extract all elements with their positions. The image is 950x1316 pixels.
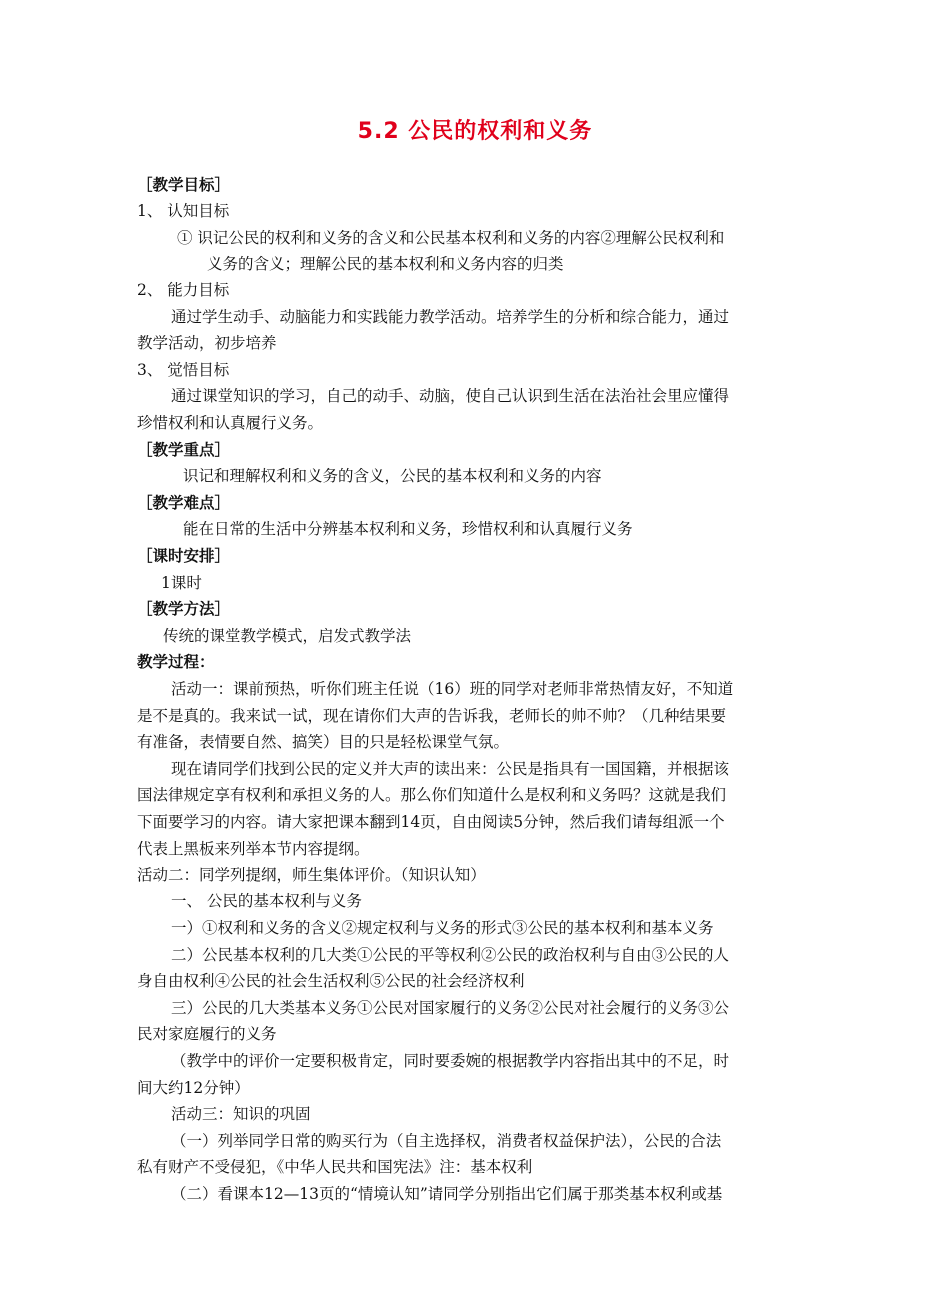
- text-line: 民对家庭履行的义务: [137, 1025, 277, 1043]
- text-line: 2、 能力目标: [137, 281, 230, 299]
- text-line: 三）公民的几大类基本义务①公民对国家履行的义务②公民对社会履行的义务③公: [171, 999, 730, 1017]
- text-line: 下面要学习的内容。请大家把课本翻到14页，自由阅读5分钟，然后我们请每组派一个: [137, 813, 725, 831]
- text-line: 能在日常的生活中分辨基本权利和义务，珍惜权利和认真履行义务: [183, 520, 633, 538]
- text-line: 代表上黑板来列举本节内容提纲。: [137, 840, 370, 858]
- text-line: 一、 公民的基本权利与义务: [171, 892, 362, 910]
- text-line: 活动二：同学列提纲，师生集体评价。（知识认知）: [137, 866, 486, 884]
- text-line: 1课时: [161, 574, 202, 592]
- text-line: 国法律规定享有权利和承担义务的人。那么你们知道什么是权利和义务吗？这就是我们: [137, 786, 727, 804]
- text-line: 传统的课堂教学模式，启发式教学法: [163, 627, 412, 645]
- document-title: 5.2 公民的权利和义务: [357, 119, 593, 144]
- text-line: （二）看课本12—13页的“情境认知”请同学分别指出它们属于那类基本权利或基: [171, 1185, 723, 1203]
- text-line: 珍惜权利和认真履行义务。: [137, 414, 324, 432]
- text-line: 身自由权利④公民的社会生活权利⑤公民的社会经济权利: [137, 972, 525, 990]
- text-line: 3、 觉悟目标: [137, 361, 230, 379]
- text-line: （教学中的评价一定要积极肯定，同时要委婉的根据教学内容指出其中的不足，时: [171, 1052, 730, 1070]
- section-heading-process: 教学过程：: [137, 653, 215, 671]
- text-line: 教学活动，初步培养: [137, 334, 277, 352]
- section-heading-difficulties: ［教学难点］: [137, 494, 231, 512]
- text-line: 是不是真的。我来试一试，现在请你们大声的告诉我，老师长的帅不帅？（几种结果要: [137, 707, 727, 725]
- section-heading-objectives: ［教学目标］: [137, 176, 231, 194]
- text-line: 有准备，表情要自然、搞笑）目的只是轻松课堂气氛。: [137, 733, 510, 751]
- text-line: 现在请同学们找到公民的定义并大声的读出来：公民是指具有一国国籍，并根据该: [171, 760, 730, 778]
- text-line: 一）①权利和义务的含义②规定权利与义务的形式③公民的基本权利和基本义务: [171, 919, 714, 937]
- text-line: （一）列举同学日常的购买行为（自主选择权，消费者权益保护法），公民的合法: [171, 1132, 722, 1150]
- text-line: 私有财产不受侵犯，《中华人民共和国宪法》注：基本权利: [137, 1158, 533, 1176]
- text-line: 义务的含义；理解公民的基本权利和义务内容的归类: [207, 255, 564, 273]
- text-line: 通过课堂知识的学习，自己的动手、动脑，使自己认识到生活在法治社会里应懂得: [171, 387, 730, 405]
- section-heading-methods: ［教学方法］: [137, 600, 231, 618]
- text-line: 通过学生动手、动脑能力和实践能力教学活动。培养学生的分析和综合能力，通过: [171, 308, 730, 326]
- text-line: 间大约12分钟）: [137, 1079, 250, 1097]
- section-heading-key-points: ［教学重点］: [137, 441, 231, 459]
- text-line: 二）公民基本权利的几大类①公民的平等权利②公民的政治权利与自由③公民的人: [171, 946, 730, 964]
- section-heading-schedule: ［课时安排］: [137, 547, 231, 565]
- text-line: 活动一：课前预热，听你们班主任说（16）班的同学对老师非常热情友好，不知道: [171, 680, 734, 698]
- text-line: 1、 认知目标: [137, 202, 230, 220]
- text-line: 识记和理解权利和义务的含义，公民的基本权利和义务的内容: [183, 467, 602, 485]
- text-line: ① 识记公民的权利和义务的含义和公民基本权利和义务的内容②理解公民权利和: [177, 229, 725, 247]
- text-line: 活动三：知识的巩固: [171, 1105, 311, 1123]
